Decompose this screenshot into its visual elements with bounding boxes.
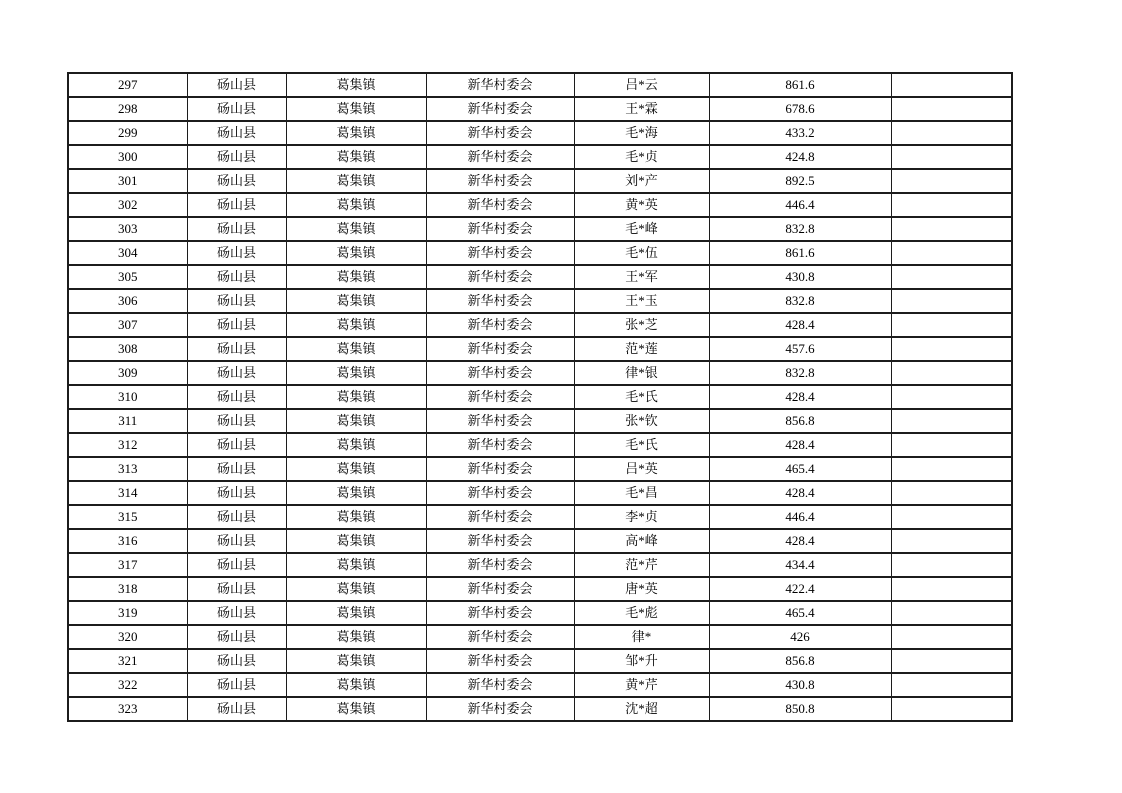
name-cell: 张*芝 — [574, 313, 709, 337]
note-cell — [891, 577, 1012, 601]
note-cell — [891, 529, 1012, 553]
name-cell: 毛*伍 — [574, 241, 709, 265]
amount-cell: 832.8 — [709, 217, 891, 241]
county-cell: 砀山县 — [187, 265, 286, 289]
town-cell: 葛集镇 — [286, 217, 426, 241]
amount-cell: 428.4 — [709, 385, 891, 409]
county-cell: 砀山县 — [187, 553, 286, 577]
note-cell — [891, 457, 1012, 481]
note-cell — [891, 697, 1012, 721]
village-cell: 新华村委会 — [426, 337, 574, 361]
row-number-cell: 313 — [68, 457, 187, 481]
county-cell: 砀山县 — [187, 337, 286, 361]
town-cell: 葛集镇 — [286, 601, 426, 625]
note-cell — [891, 289, 1012, 313]
name-cell: 黄*芹 — [574, 673, 709, 697]
note-cell — [891, 361, 1012, 385]
table-row — [68, 313, 1012, 337]
county-cell: 砀山县 — [187, 481, 286, 505]
county-cell: 砀山县 — [187, 625, 286, 649]
town-cell: 葛集镇 — [286, 697, 426, 721]
town-cell: 葛集镇 — [286, 313, 426, 337]
village-cell: 新华村委会 — [426, 433, 574, 457]
village-cell: 新华村委会 — [426, 145, 574, 169]
town-cell: 葛集镇 — [286, 457, 426, 481]
table-row — [68, 649, 1012, 673]
village-cell: 新华村委会 — [426, 601, 574, 625]
county-cell: 砀山县 — [187, 361, 286, 385]
name-cell: 毛*海 — [574, 121, 709, 145]
note-cell — [891, 73, 1012, 97]
table-row — [68, 553, 1012, 577]
town-cell: 葛集镇 — [286, 241, 426, 265]
town-cell: 葛集镇 — [286, 361, 426, 385]
note-cell — [891, 145, 1012, 169]
row-number-cell: 317 — [68, 553, 187, 577]
name-cell: 王*玉 — [574, 289, 709, 313]
row-number-cell: 298 — [68, 97, 187, 121]
name-cell: 李*贞 — [574, 505, 709, 529]
county-cell: 砀山县 — [187, 697, 286, 721]
row-number-cell: 320 — [68, 625, 187, 649]
amount-cell: 424.8 — [709, 145, 891, 169]
amount-cell: 465.4 — [709, 457, 891, 481]
amount-cell: 457.6 — [709, 337, 891, 361]
row-number-cell: 322 — [68, 673, 187, 697]
amount-cell: 422.4 — [709, 577, 891, 601]
county-cell: 砀山县 — [187, 241, 286, 265]
amount-cell: 678.6 — [709, 97, 891, 121]
note-cell — [891, 433, 1012, 457]
name-cell: 律* — [574, 625, 709, 649]
table-row — [68, 361, 1012, 385]
row-number-cell: 297 — [68, 73, 187, 97]
row-number-cell: 310 — [68, 385, 187, 409]
note-cell — [891, 505, 1012, 529]
county-cell: 砀山县 — [187, 217, 286, 241]
town-cell: 葛集镇 — [286, 433, 426, 457]
name-cell: 毛*昌 — [574, 481, 709, 505]
county-cell: 砀山县 — [187, 169, 286, 193]
village-cell: 新华村委会 — [426, 169, 574, 193]
table-row — [68, 193, 1012, 217]
row-number-cell: 301 — [68, 169, 187, 193]
name-cell: 王*军 — [574, 265, 709, 289]
amount-cell: 892.5 — [709, 169, 891, 193]
county-cell: 砀山县 — [187, 577, 286, 601]
amount-cell: 856.8 — [709, 409, 891, 433]
amount-cell: 428.4 — [709, 433, 891, 457]
village-cell: 新华村委会 — [426, 193, 574, 217]
row-number-cell: 314 — [68, 481, 187, 505]
county-cell: 砀山县 — [187, 289, 286, 313]
name-cell: 刘*产 — [574, 169, 709, 193]
name-cell: 毛*氏 — [574, 385, 709, 409]
county-cell: 砀山县 — [187, 601, 286, 625]
town-cell: 葛集镇 — [286, 145, 426, 169]
amount-cell: 446.4 — [709, 505, 891, 529]
town-cell: 葛集镇 — [286, 73, 426, 97]
village-cell: 新华村委会 — [426, 121, 574, 145]
table-row — [68, 577, 1012, 601]
table-row — [68, 217, 1012, 241]
town-cell: 葛集镇 — [286, 577, 426, 601]
table-row — [68, 337, 1012, 361]
table-row — [68, 433, 1012, 457]
row-number-cell: 311 — [68, 409, 187, 433]
row-number-cell: 315 — [68, 505, 187, 529]
amount-cell: 465.4 — [709, 601, 891, 625]
village-cell: 新华村委会 — [426, 697, 574, 721]
village-cell: 新华村委会 — [426, 673, 574, 697]
county-cell: 砀山县 — [187, 193, 286, 217]
table-row — [68, 625, 1012, 649]
table-row — [68, 97, 1012, 121]
amount-cell: 861.6 — [709, 73, 891, 97]
name-cell: 范*芹 — [574, 553, 709, 577]
note-cell — [891, 313, 1012, 337]
amount-cell: 426 — [709, 625, 891, 649]
town-cell: 葛集镇 — [286, 193, 426, 217]
table-row — [68, 145, 1012, 169]
note-cell — [891, 97, 1012, 121]
amount-cell: 832.8 — [709, 361, 891, 385]
amount-cell: 433.2 — [709, 121, 891, 145]
amount-cell: 856.8 — [709, 649, 891, 673]
table-row — [68, 601, 1012, 625]
village-cell: 新华村委会 — [426, 457, 574, 481]
amount-cell: 428.4 — [709, 529, 891, 553]
county-cell: 砀山县 — [187, 73, 286, 97]
note-cell — [891, 649, 1012, 673]
town-cell: 葛集镇 — [286, 625, 426, 649]
village-cell: 新华村委会 — [426, 289, 574, 313]
table-row — [68, 697, 1012, 721]
row-number-cell: 321 — [68, 649, 187, 673]
row-number-cell: 308 — [68, 337, 187, 361]
table-row — [68, 289, 1012, 313]
county-cell: 砀山县 — [187, 433, 286, 457]
table-row — [68, 265, 1012, 289]
town-cell: 葛集镇 — [286, 289, 426, 313]
name-cell: 毛*贞 — [574, 145, 709, 169]
row-number-cell: 307 — [68, 313, 187, 337]
note-cell — [891, 673, 1012, 697]
name-cell: 王*霖 — [574, 97, 709, 121]
county-cell: 砀山县 — [187, 97, 286, 121]
row-number-cell: 303 — [68, 217, 187, 241]
village-cell: 新华村委会 — [426, 313, 574, 337]
amount-cell: 832.8 — [709, 289, 891, 313]
town-cell: 葛集镇 — [286, 385, 426, 409]
name-cell: 张*钦 — [574, 409, 709, 433]
county-cell: 砀山县 — [187, 145, 286, 169]
note-cell — [891, 121, 1012, 145]
village-cell: 新华村委会 — [426, 97, 574, 121]
table-row — [68, 169, 1012, 193]
name-cell: 高*峰 — [574, 529, 709, 553]
row-number-cell: 319 — [68, 601, 187, 625]
village-cell: 新华村委会 — [426, 385, 574, 409]
town-cell: 葛集镇 — [286, 673, 426, 697]
village-cell: 新华村委会 — [426, 625, 574, 649]
name-cell: 律*银 — [574, 361, 709, 385]
village-cell: 新华村委会 — [426, 241, 574, 265]
note-cell — [891, 169, 1012, 193]
town-cell: 葛集镇 — [286, 553, 426, 577]
row-number-cell: 304 — [68, 241, 187, 265]
row-number-cell: 309 — [68, 361, 187, 385]
village-cell: 新华村委会 — [426, 481, 574, 505]
table-row — [68, 73, 1012, 97]
name-cell: 范*莲 — [574, 337, 709, 361]
table-body — [68, 73, 1012, 721]
name-cell: 毛*峰 — [574, 217, 709, 241]
table-row — [68, 529, 1012, 553]
row-number-cell: 302 — [68, 193, 187, 217]
note-cell — [891, 481, 1012, 505]
town-cell: 葛集镇 — [286, 649, 426, 673]
amount-cell: 430.8 — [709, 265, 891, 289]
table-row — [68, 409, 1012, 433]
village-cell: 新华村委会 — [426, 649, 574, 673]
row-number-cell: 299 — [68, 121, 187, 145]
village-cell: 新华村委会 — [426, 361, 574, 385]
town-cell: 葛集镇 — [286, 169, 426, 193]
town-cell: 葛集镇 — [286, 265, 426, 289]
town-cell: 葛集镇 — [286, 121, 426, 145]
village-cell: 新华村委会 — [426, 577, 574, 601]
name-cell: 唐*英 — [574, 577, 709, 601]
subsidy-table — [67, 72, 1013, 722]
name-cell: 沈*超 — [574, 697, 709, 721]
town-cell: 葛集镇 — [286, 337, 426, 361]
note-cell — [891, 553, 1012, 577]
row-number-cell: 323 — [68, 697, 187, 721]
table-row — [68, 673, 1012, 697]
town-cell: 葛集镇 — [286, 505, 426, 529]
name-cell: 黄*英 — [574, 193, 709, 217]
table-row — [68, 241, 1012, 265]
name-cell: 毛*彪 — [574, 601, 709, 625]
town-cell: 葛集镇 — [286, 529, 426, 553]
row-number-cell: 305 — [68, 265, 187, 289]
table-row — [68, 121, 1012, 145]
table-row — [68, 385, 1012, 409]
row-number-cell: 300 — [68, 145, 187, 169]
amount-cell: 428.4 — [709, 481, 891, 505]
amount-cell: 434.4 — [709, 553, 891, 577]
row-number-cell: 318 — [68, 577, 187, 601]
village-cell: 新华村委会 — [426, 505, 574, 529]
row-number-cell: 312 — [68, 433, 187, 457]
note-cell — [891, 601, 1012, 625]
village-cell: 新华村委会 — [426, 73, 574, 97]
town-cell: 葛集镇 — [286, 409, 426, 433]
amount-cell: 850.8 — [709, 697, 891, 721]
village-cell: 新华村委会 — [426, 217, 574, 241]
row-number-cell: 316 — [68, 529, 187, 553]
county-cell: 砀山县 — [187, 409, 286, 433]
table-row — [68, 481, 1012, 505]
village-cell: 新华村委会 — [426, 553, 574, 577]
county-cell: 砀山县 — [187, 529, 286, 553]
village-cell: 新华村委会 — [426, 409, 574, 433]
note-cell — [891, 409, 1012, 433]
county-cell: 砀山县 — [187, 505, 286, 529]
name-cell: 吕*英 — [574, 457, 709, 481]
county-cell: 砀山县 — [187, 121, 286, 145]
amount-cell: 861.6 — [709, 241, 891, 265]
name-cell: 吕*云 — [574, 73, 709, 97]
county-cell: 砀山县 — [187, 457, 286, 481]
note-cell — [891, 385, 1012, 409]
note-cell — [891, 337, 1012, 361]
note-cell — [891, 265, 1012, 289]
village-cell: 新华村委会 — [426, 265, 574, 289]
note-cell — [891, 193, 1012, 217]
county-cell: 砀山县 — [187, 673, 286, 697]
table-row — [68, 457, 1012, 481]
town-cell: 葛集镇 — [286, 481, 426, 505]
row-number-cell: 306 — [68, 289, 187, 313]
county-cell: 砀山县 — [187, 385, 286, 409]
amount-cell: 428.4 — [709, 313, 891, 337]
note-cell — [891, 241, 1012, 265]
county-cell: 砀山县 — [187, 313, 286, 337]
name-cell: 毛*氏 — [574, 433, 709, 457]
name-cell: 邹*升 — [574, 649, 709, 673]
note-cell — [891, 625, 1012, 649]
table-row — [68, 505, 1012, 529]
amount-cell: 430.8 — [709, 673, 891, 697]
county-cell: 砀山县 — [187, 649, 286, 673]
town-cell: 葛集镇 — [286, 97, 426, 121]
amount-cell: 446.4 — [709, 193, 891, 217]
note-cell — [891, 217, 1012, 241]
village-cell: 新华村委会 — [426, 529, 574, 553]
